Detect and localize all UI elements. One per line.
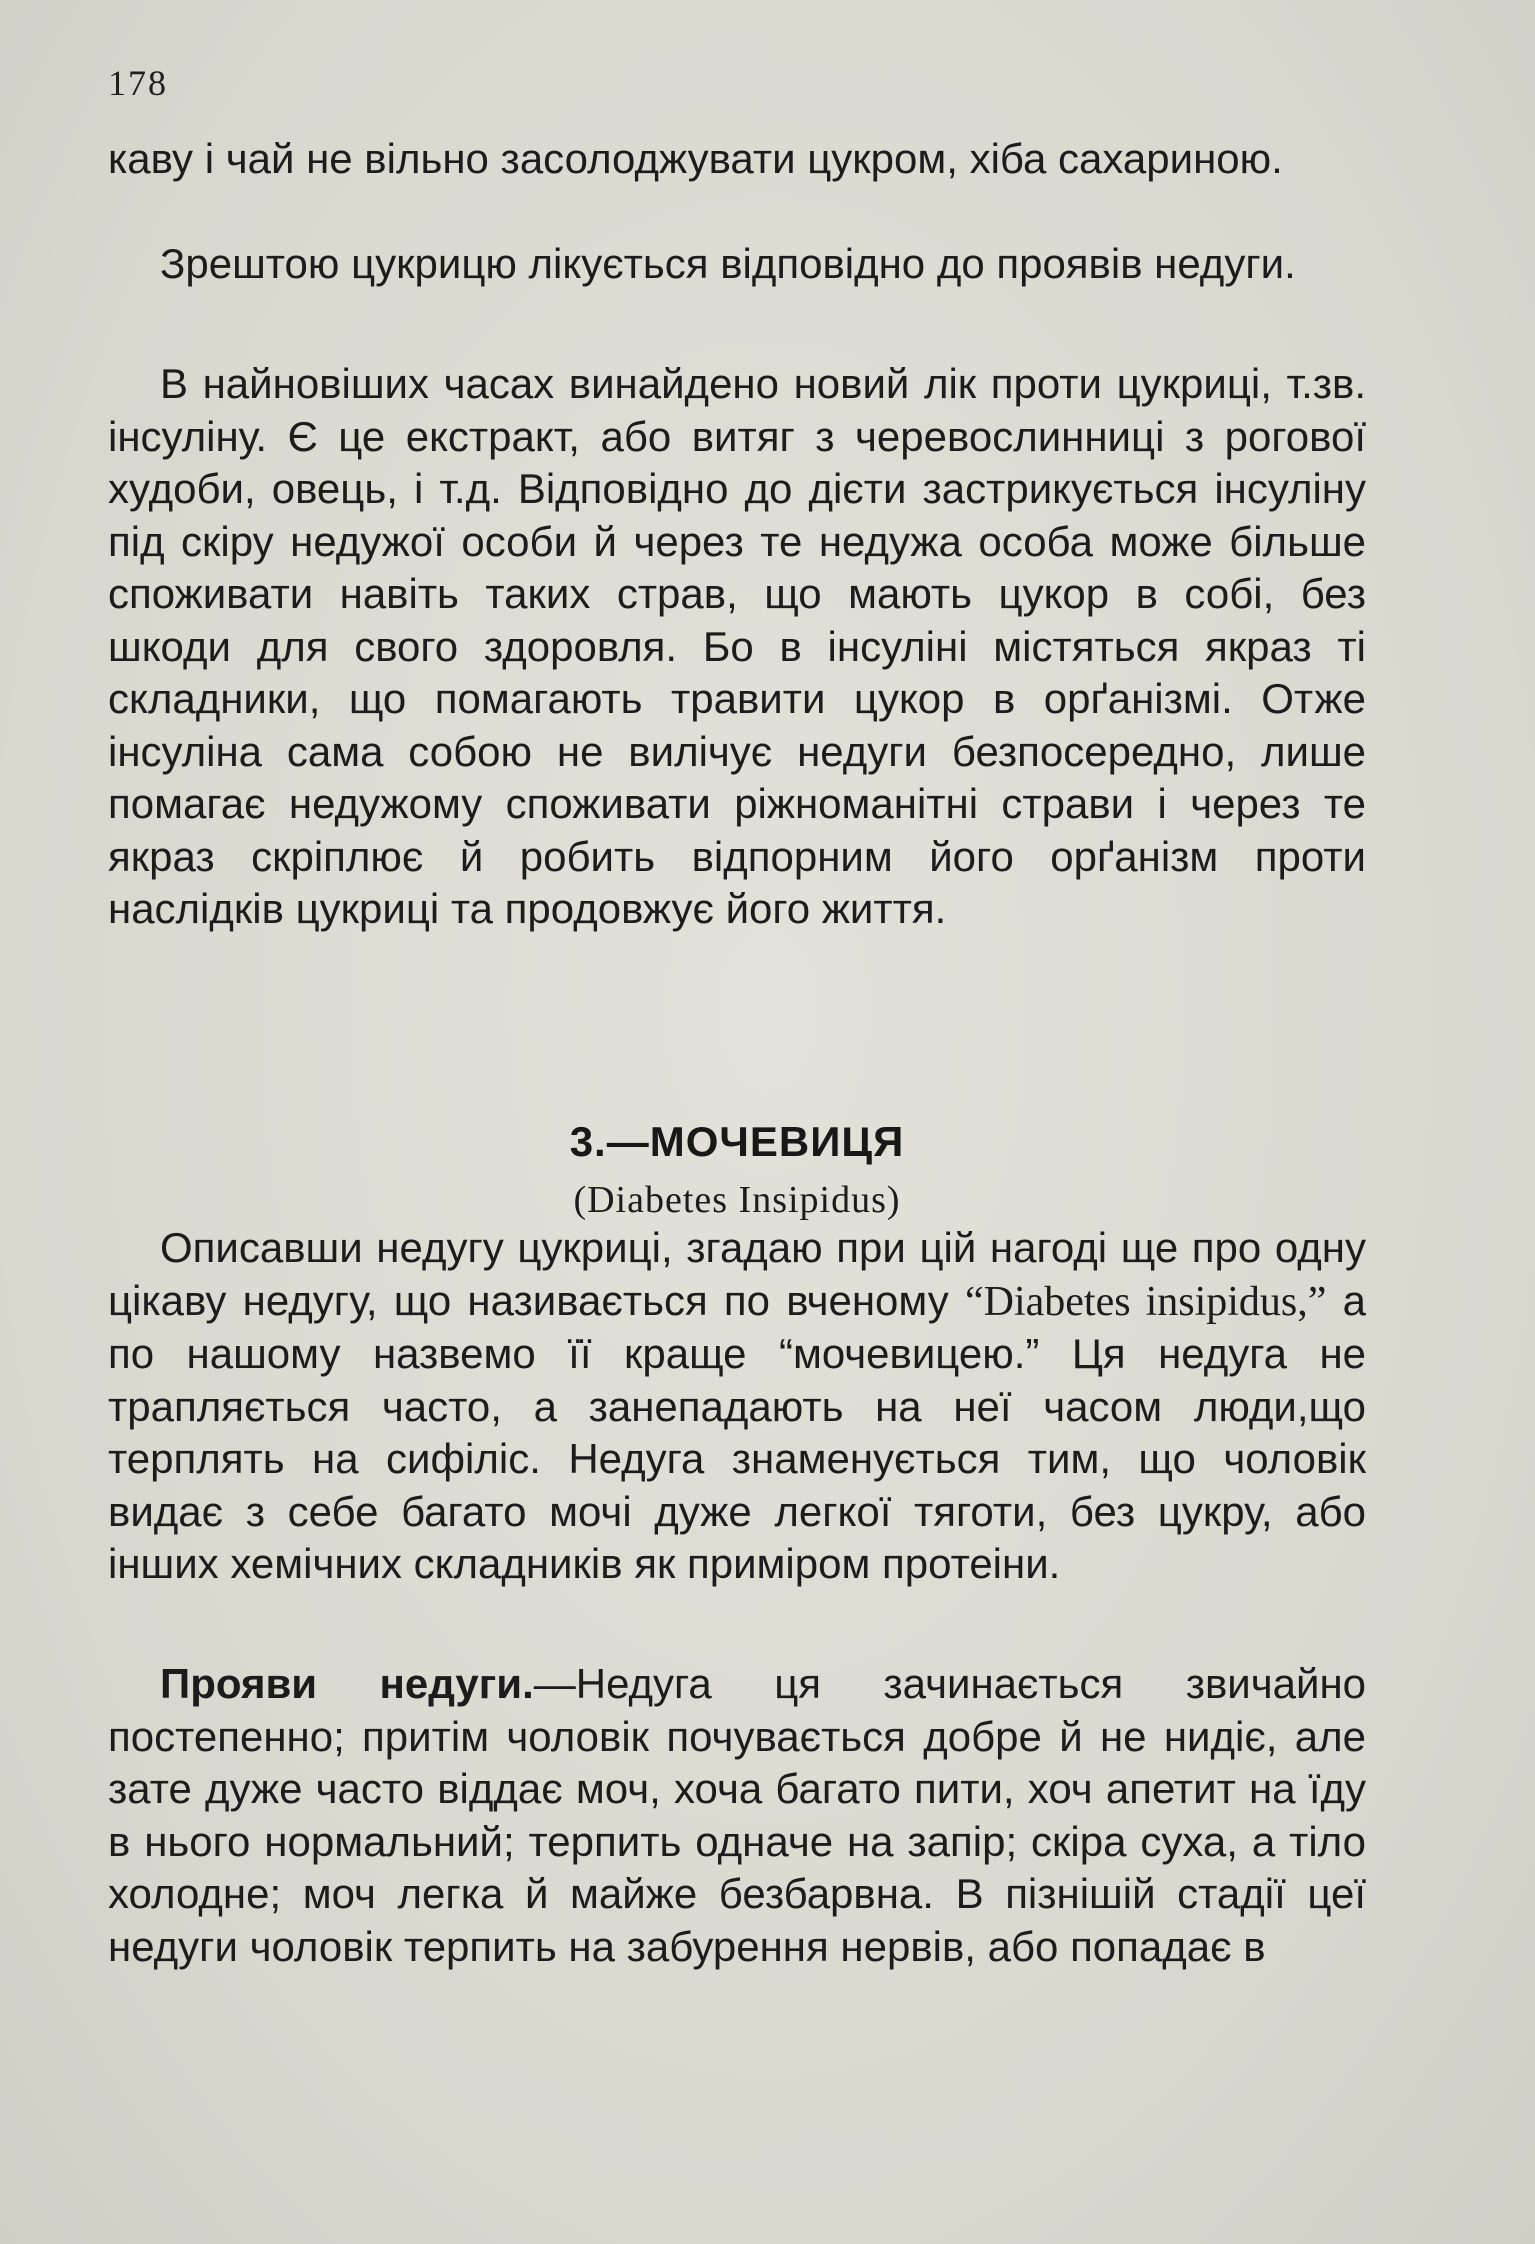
- paragraph-text: [108, 1658, 1366, 1973]
- latin-term: “Diabetes insipidus,”: [964, 1278, 1327, 1325]
- section-heading: 3.—МОЧЕВИЦЯ: [569, 1118, 905, 1165]
- paragraph-text-part-a: Описавши недугу цукриці, згадаю при цій нагоді ще про одну цікаву недугу, що називається по вченому: [108, 1224, 1366, 1324]
- paragraph-text: каву і чай не вільно засолоджувати цукром, хіба сахариною.: [108, 135, 1283, 182]
- paragraph-text: Зрештою цукрицю лікується відповідно до проявів недуги.: [160, 240, 1296, 287]
- symptoms-text: —Недуга ця зачинається звичайно постепенно; притім чоловік почувається добре й не нидіє, але зате дуже часто віддає моч, хоча багато пити, хоч апетит на їду в нього нормальний; терпить одначе на запір; скіра суха, а тіло холодне; моч легка й майже безбарвна. В пізнішій стадії цеї недуги чоловік терпить на забурення нервів, або попадає в: [108, 1660, 1366, 1970]
- paragraph-insulin: [108, 358, 1366, 936]
- paragraph-symptoms: [108, 1658, 1366, 1973]
- paragraph-text-part-b: а по нашому назвемо її краще “мочевицею.” Ця недуга не трапляється часто, а занепадають на неї часом люди,що терплять на сифіліс. Недуга знаменується тим, що чоловік видає з себе багато мочі дуже легкої тяготи, без цукру, або інших хемічних складників як приміром протеіни.: [108, 1276, 1366, 1587]
- symptoms-lead: Прояви недуги.: [160, 1660, 534, 1707]
- paragraph-diabetes-insipidus-intro: [108, 1222, 1366, 1591]
- paragraph-text: В найновіших часах винайдено новий лік проти цукриці, т.зв. інсуліну. Є це екстракт, або витяг з черевослинниці з рогової худоби, овець, і т.д. Відповідно до дієти застрикується інсуліну під скіру недужої особи й через те недужа особа може більше споживати навіть таких страв, що мають цукор в собі, без шкоди для свого здоровля. Бо в інсуліні містяться якраз ті складники, що помагають травити цукор в орґанізмі. Отже інсуліна сама собою не вилічує недуги безпосередно, лише помагає недужому споживати ріжноманітні страви і через те якраз скріплює й робить відпорним його орґанізм проти наслідків цукриці та продовжує його життя.: [108, 360, 1366, 932]
- section-subheading: (Diabetes Insipidus): [573, 1179, 901, 1221]
- paragraph-treatment: [108, 238, 1366, 291]
- paragraph-sugar-substitute: [108, 133, 1366, 186]
- page-number: 178: [108, 63, 168, 103]
- paragraph-text: [108, 1222, 1366, 1591]
